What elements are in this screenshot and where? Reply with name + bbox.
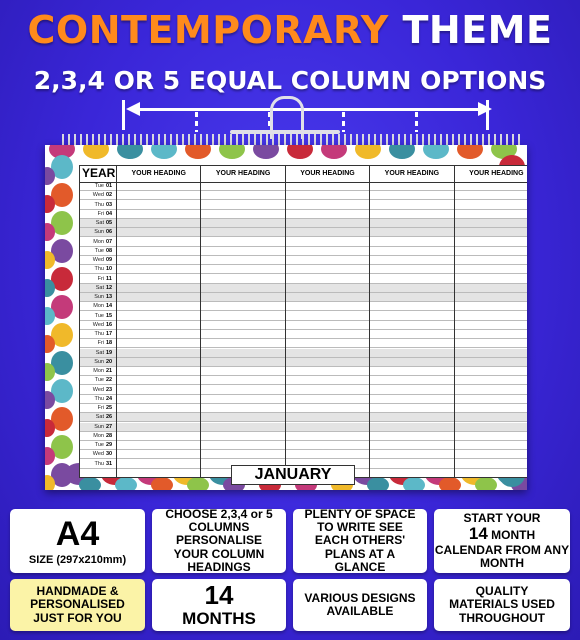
day-name: Fri — [97, 405, 104, 411]
start-line2: MONTH CALENDAR FROM ANY MONTH — [434, 528, 570, 570]
day-number: 03 — [106, 201, 113, 208]
start-fourteen: 14 — [468, 524, 488, 544]
day-row — [80, 238, 527, 247]
pebble-dot — [115, 477, 137, 490]
day-name: Mon — [93, 238, 104, 245]
day-row — [80, 284, 527, 293]
day-name: Mon — [93, 303, 104, 310]
arrow-tick-right — [486, 100, 489, 130]
day-row — [80, 247, 527, 256]
column-divider-marker — [415, 112, 418, 132]
day-name: Wed — [92, 192, 104, 199]
pebble-dot — [151, 477, 173, 490]
day-name: Tue — [94, 312, 104, 319]
day-number: 07 — [106, 238, 113, 245]
day-number: 12 — [106, 284, 113, 291]
day-row — [80, 441, 527, 450]
day-row — [80, 201, 527, 210]
day-row — [80, 423, 527, 432]
pebble-dot — [389, 145, 415, 159]
plenty-space-text: PLENTY OF SPACE TO WRITE SEE EACH OTHERS' PLANS AT A GLANCE — [304, 507, 416, 574]
calendar-grid — [79, 165, 527, 478]
column-heading[interactable]: YOUR HEADING — [454, 166, 527, 182]
pebble-dot — [253, 145, 279, 159]
day-name: Wed — [92, 386, 104, 393]
day-row — [80, 321, 527, 330]
start-line1: START YOUR — [463, 510, 541, 525]
pebble-dot — [79, 477, 101, 490]
day-name: Wed — [92, 321, 104, 328]
column-divider — [454, 182, 455, 477]
feature-start-any-month — [434, 509, 570, 573]
choose-columns-text: CHOOSE 2,3,4 or 5 COLUMNS PERSONALISE YOUR COLUMN HEADINGS — [165, 507, 273, 574]
month-label: JANUARY — [231, 465, 355, 485]
arrow-right-icon — [478, 102, 492, 116]
day-number: 04 — [106, 210, 113, 217]
column-divider-marker — [342, 112, 345, 132]
day-row — [80, 395, 527, 404]
pebble-dot — [355, 145, 381, 159]
feature-quality-materials — [434, 579, 570, 631]
day-row — [80, 432, 527, 441]
day-name: Sun — [94, 358, 104, 365]
pebble-dot — [403, 477, 425, 490]
day-name: Mon — [93, 432, 104, 439]
day-number: 25 — [106, 405, 113, 411]
column-divider — [285, 182, 286, 477]
day-name: Tue — [94, 247, 104, 254]
day-number: 16 — [106, 321, 113, 328]
day-number: 14 — [106, 303, 113, 310]
day-row — [80, 376, 527, 385]
day-name: Tue — [94, 183, 104, 189]
day-number: 05 — [106, 220, 113, 226]
day-number: 24 — [106, 395, 113, 402]
a4-label: A4 — [55, 515, 100, 554]
pebble-dot — [367, 477, 389, 490]
day-number: 10 — [106, 266, 113, 273]
day-name: Thu — [94, 395, 104, 402]
day-number: 11 — [106, 275, 112, 282]
feature-handmade — [10, 579, 145, 631]
column-heading[interactable]: YOUR HEADING — [200, 166, 284, 182]
day-number: 22 — [106, 377, 113, 384]
day-row — [80, 386, 527, 395]
various-designs-text: VARIOUS DESIGNS AVAILABLE — [304, 590, 416, 618]
column-divider — [116, 182, 117, 477]
day-name: Thu — [94, 460, 104, 467]
day-number: 19 — [106, 349, 113, 356]
day-name: Sat — [95, 220, 104, 226]
a4-size-text: SIZE (297x210mm) — [28, 553, 127, 566]
day-row — [80, 312, 527, 321]
pebble-dot — [457, 145, 483, 159]
arrow-tick-left — [122, 100, 125, 130]
pebble-dot — [423, 145, 449, 159]
title-contemporary: CONTEMPORARY — [27, 8, 389, 52]
pebble-dot — [219, 145, 245, 159]
day-row — [80, 210, 527, 219]
feature-plenty-space — [293, 509, 427, 573]
day-name: Tue — [94, 442, 104, 448]
pebble-dot — [185, 145, 211, 159]
column-heading[interactable]: YOUR HEADING — [116, 166, 200, 182]
pebble-dot — [321, 145, 347, 159]
day-row — [80, 256, 527, 265]
subtitle: 2,3,4 OR 5 EQUAL COLUMN OPTIONS — [33, 66, 547, 95]
year-label: YEAR — [82, 166, 116, 180]
day-number: 08 — [106, 247, 113, 254]
day-row — [80, 228, 527, 237]
feature-a4-size — [10, 509, 145, 573]
quality-materials-text: QUALITY MATERIALS USED THROUGHOUT — [449, 584, 555, 625]
column-divider-marker — [195, 112, 198, 132]
feature-choose-columns — [152, 509, 286, 573]
day-name: Sun — [94, 229, 104, 236]
day-row — [80, 219, 527, 228]
day-number: 02 — [106, 192, 113, 199]
main-title — [0, 8, 580, 52]
day-number: 15 — [106, 312, 113, 319]
day-name: Thu — [94, 201, 104, 208]
day-number: 23 — [106, 386, 113, 393]
day-row — [80, 265, 527, 274]
day-number: 28 — [106, 432, 113, 439]
day-number: 26 — [106, 414, 113, 421]
day-row — [80, 302, 527, 311]
pebble-dot — [287, 145, 313, 159]
day-number: 17 — [106, 331, 113, 337]
months-label: MONTHS — [182, 608, 256, 628]
day-row — [80, 358, 527, 367]
pebble-dot — [187, 477, 209, 490]
column-heading[interactable]: YOUR HEADING — [369, 166, 453, 182]
day-number: 01 — [106, 183, 113, 189]
feature-various-designs — [293, 579, 427, 631]
feature-14-months — [152, 579, 286, 631]
handmade-text: HANDMADE & PERSONALISED JUST FOR YOU — [30, 584, 125, 625]
grid-header — [80, 166, 527, 183]
day-row — [80, 182, 527, 191]
day-name: Sat — [95, 284, 104, 291]
day-name: Tue — [94, 377, 104, 384]
column-divider — [200, 182, 201, 477]
pebble-dot — [117, 145, 143, 159]
day-number: 09 — [106, 257, 113, 263]
pebble-dot — [475, 477, 497, 490]
day-name: Fri — [97, 210, 104, 217]
pebble-dot — [439, 477, 461, 490]
day-row — [80, 413, 527, 422]
day-name: Thu — [94, 266, 104, 273]
pebble-dot — [151, 145, 177, 159]
day-row — [80, 275, 527, 284]
day-number: 31 — [106, 460, 113, 467]
column-heading[interactable]: YOUR HEADING — [285, 166, 369, 182]
day-number: 27 — [106, 423, 113, 430]
day-number: 20 — [106, 358, 113, 365]
column-divider — [369, 182, 370, 477]
day-name: Fri — [97, 275, 104, 282]
day-name: Sun — [94, 423, 104, 430]
day-row — [80, 404, 527, 413]
day-row — [80, 367, 527, 376]
day-row — [80, 339, 527, 348]
day-row — [80, 349, 527, 358]
day-number: 06 — [106, 229, 113, 236]
day-number: 21 — [106, 368, 113, 374]
day-name: Fri — [97, 340, 104, 347]
day-name: Thu — [94, 331, 104, 337]
day-number: 29 — [106, 442, 113, 448]
day-row — [80, 330, 527, 339]
day-row — [80, 293, 527, 302]
day-name: Sat — [95, 349, 104, 356]
day-name: Mon — [93, 368, 104, 374]
day-name: Wed — [92, 257, 104, 263]
title-theme: THEME — [402, 8, 553, 52]
day-number: 18 — [106, 340, 113, 347]
width-arrow-line — [138, 108, 480, 111]
months-number: 14 — [204, 580, 234, 611]
day-name: Wed — [92, 451, 104, 458]
day-row — [80, 191, 527, 200]
pebble-dot — [83, 145, 109, 159]
day-row — [80, 450, 527, 459]
day-name: Sat — [95, 414, 104, 421]
day-number: 13 — [106, 294, 113, 300]
calendar-preview — [45, 145, 527, 490]
day-number: 30 — [106, 451, 113, 458]
day-name: Sun — [94, 294, 104, 300]
